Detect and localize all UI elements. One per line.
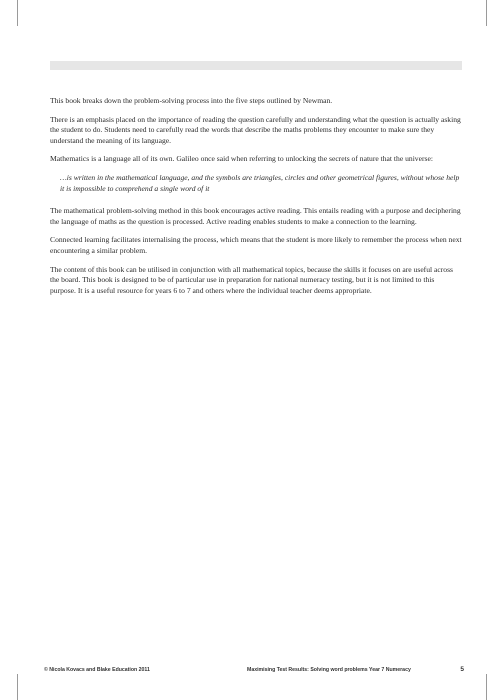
paragraph-reading-emphasis: There is an emphasis placed on the importance of reading the question carefully and understanding what the question is actually asking the student to do. Students need to carefully read the words that describe the maths problems they encounter to make sure they understand the meaning of its language. xyxy=(50,114,461,145)
crop-mark-bottom-right xyxy=(486,674,487,700)
footer-copyright: © Nicola Kovacs and Blake Education 2011 xyxy=(44,667,150,673)
paragraph-galileo: Mathematics is a language all of its own. Galileo once said when referring to unlocking the secrets of nature that the universe: xyxy=(50,154,433,164)
page-number: 5 xyxy=(460,666,464,673)
crop-mark-bottom-left xyxy=(17,674,18,700)
header-bar xyxy=(50,61,462,70)
paragraph-connected-learning: Connected learning facilitates internalising the process, which means that the student is more likely to remember the process when next encountering a similar problem. xyxy=(50,235,462,255)
paragraph-active-reading: The mathematical problem-solving method in this book encourages active reading. This entails reading with a purpose and deciphering the language of maths as the question is processed. Active reading enables students to make a connection to the learning. xyxy=(50,206,461,226)
galileo-quote: …is written in the mathematical language, and the symbols are triangles, circles and other geometrical figures, without whose help it is impossible to comprehend a single word of it xyxy=(60,172,460,193)
paragraph-intro: This book breaks down the problem-solving process into the five steps outlined by Newman. xyxy=(50,96,333,105)
paragraph-usage: The content of this book can be utilised in conjunction with all mathematical topics, because the skills it focuses on are useful across the board. This book is designed to be of particular use in preparation for national numeracy testing, but it is not limited to this purpose. It is a useful resource for years 6 to 7 and others where the individual teacher deems appropriate. xyxy=(50,264,453,295)
body-text xyxy=(50,96,462,304)
footer-book-title: Maximising Test Results: Solving word problems Year 7 Numeracy xyxy=(247,667,411,673)
crop-mark-top-left xyxy=(17,0,18,26)
crop-mark-top-right xyxy=(486,0,487,26)
